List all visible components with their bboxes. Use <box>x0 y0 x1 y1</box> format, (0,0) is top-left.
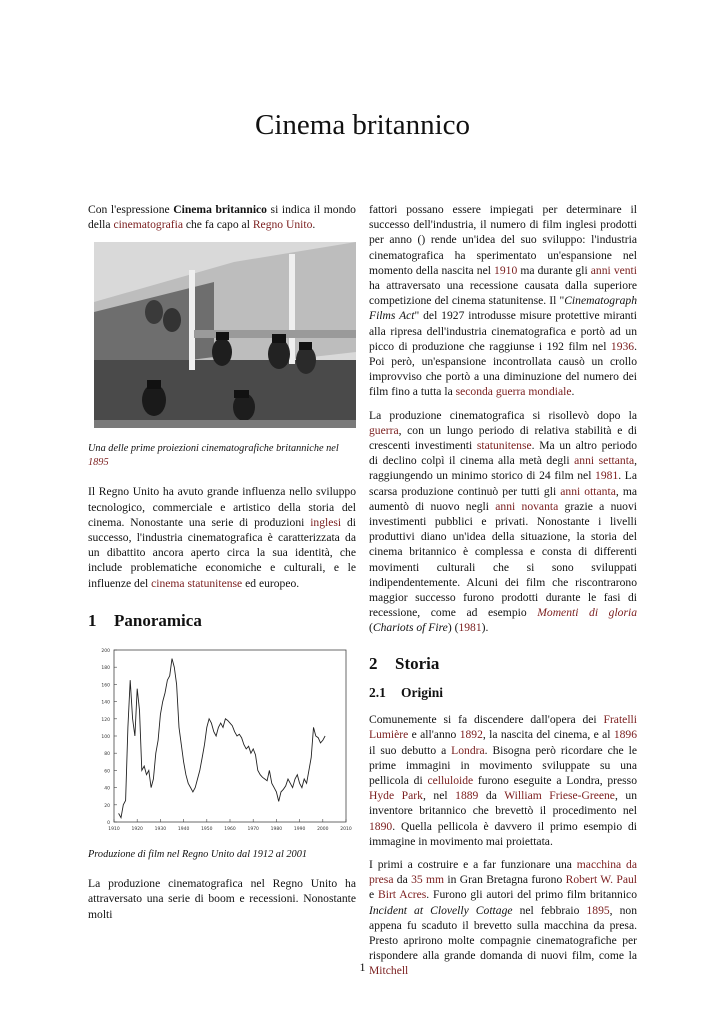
section-heading-panoramica <box>88 610 356 630</box>
figure-caption <box>88 442 356 470</box>
text-run: ). <box>481 621 489 635</box>
production-chart <box>88 642 356 842</box>
x-tick-label: 1920 <box>131 827 143 833</box>
link-1981[interactable]: 1981 <box>595 469 619 483</box>
plot-frame <box>114 650 346 822</box>
section-title: Storia <box>395 653 440 673</box>
text-run: ( <box>369 621 373 635</box>
text-run: furono eseguite a Londra, presso <box>473 773 637 787</box>
y-tick-label: 200 <box>101 649 110 655</box>
link-cinema-statunitense[interactable]: cinema statunitense <box>151 576 243 590</box>
x-tick-label: 1980 <box>270 827 283 833</box>
text-run: grazie a nuovi investimenti pubblici e privati. Nonostante i livelli produttivi diano un'idea della situazione, la storia del cinema britannico è complessa e consta di differenti movimenti culturali che si sono sviluppati indipendentemente. Alcuni dei film che riscontrarono maggior successo furono prodotti durante le fasi di recessione, come ad esempio <box>369 499 637 620</box>
production-chart-svg <box>88 642 356 838</box>
text-run: si indica il mondo della <box>88 203 356 232</box>
link-celluloide[interactable]: celluloide <box>427 773 474 787</box>
text-run: di successo, l'industria cinematografica è caratterizzata da un dibattito ancora aperto circa la sua identità, che include problematiche economiche e culturali, e le influenze del <box>88 515 356 590</box>
link-1896[interactable]: 1896 <box>613 728 637 742</box>
text-run: , raggiungendo un minimo storico di 24 film nel <box>369 454 637 483</box>
text-run: . Ma un altro periodo di declino colpì il cinema alla metà degli <box>369 439 637 468</box>
link-robert-w-paul[interactable]: Robert W. Paul <box>565 873 637 887</box>
x-tick-label: 2010 <box>340 827 352 833</box>
text-run: ) ( <box>447 621 459 635</box>
section-number: 2 <box>369 653 378 673</box>
y-tick-label: 120 <box>101 717 110 723</box>
history-paragraph-2 <box>369 408 637 636</box>
caption-text: Una delle prime proiezioni cinematografiche britanniche nel <box>88 443 339 455</box>
text-run: Il Regno Unito ha avuto grande influenza nello sviluppo tecnologico, commerciale e artistico della storia del cinema. Nonostante una serie di produzioni <box>88 485 356 529</box>
text-run: , con un lungo periodo di relativa stabilità e di crescenti investimenti <box>369 423 637 453</box>
text-run: ha attraversato una recessione causata dalla superiore competizione del cinema statunitense. Il " <box>369 279 637 308</box>
text-run: . <box>312 218 316 232</box>
page-number: 1 <box>359 960 366 974</box>
x-tick-label: 1930 <box>154 827 167 833</box>
y-tick-label: 180 <box>101 666 110 672</box>
text-run: , nel <box>422 789 456 803</box>
x-tick-label: 1950 <box>201 827 213 833</box>
text-run: . Poi però, un'espansione incontrollata causò un crollo improvviso che portò a una diminuzione del numero dei film fino a tutta la <box>369 339 637 399</box>
text-run: . Bisogna però ricordare che le prime immagini in movimento sviluppate su una pellicola di <box>369 743 637 787</box>
text-run: da <box>393 873 412 887</box>
y-tick-label: 0 <box>107 821 110 827</box>
chart-caption: Produzione di film nel Regno Unito dal 1912 al 2001 <box>88 849 307 861</box>
text-run: Con l'espressione <box>88 203 174 216</box>
link-1910[interactable]: 1910 <box>494 263 518 277</box>
text-run: il suo debutto a <box>369 743 452 757</box>
text-run: , non appena fu scaduto il brevetto sulla macchina da presa. Presto aprirono molte compagnie cinematografiche per rispondere alla grande domanda di nuovi film, come la <box>369 903 637 963</box>
left-column <box>88 202 356 930</box>
link-1895-b[interactable]: 1895 <box>586 903 610 917</box>
page-title: Cinema britannico <box>254 109 471 141</box>
link-anni-venti[interactable]: anni venti <box>590 263 637 277</box>
y-tick-label: 20 <box>104 803 110 809</box>
link-guerra[interactable]: guerra <box>369 423 399 437</box>
x-tick-label: 1960 <box>224 827 236 833</box>
subsection-number: 2.1 <box>369 684 386 700</box>
text-run: , la nascita del cinema, e al <box>482 728 614 742</box>
photo-illustration <box>94 242 356 428</box>
x-tick-label: 1990 <box>293 827 306 833</box>
text-run: che fa capo al <box>182 218 253 232</box>
y-tick-label: 80 <box>104 752 110 758</box>
y-tick-label: 40 <box>104 786 110 792</box>
link-1895[interactable]: 1895 <box>88 457 109 469</box>
link-fratelli-lumiere[interactable]: Fratelli Lumière <box>369 713 637 742</box>
italic-title: Cinematograph Films Act <box>369 294 637 323</box>
text-run: in Gran Bretagna furono <box>444 873 566 887</box>
section-number: 1 <box>88 610 97 630</box>
x-tick-label: 1970 <box>247 827 259 833</box>
section-title: Panoramica <box>114 610 202 630</box>
text-run: e all'anno <box>408 728 460 742</box>
subsection-heading-origini <box>369 685 637 700</box>
link-anni-settanta[interactable]: anni settanta <box>574 454 635 468</box>
intro-paragraph <box>88 202 356 232</box>
text-run: . Furono gli autori del primo film britannico <box>426 888 637 902</box>
link-1889[interactable]: 1889 <box>455 789 479 803</box>
link-statunitense[interactable]: statunitense <box>476 439 532 453</box>
text-run: , un inventore britannico che brevettò il procedimento nel <box>369 789 638 818</box>
text-run: , ma aumentò di nuovo negli <box>369 484 637 513</box>
historic-photo-image <box>94 242 356 428</box>
link-anni-ottanta[interactable]: anni ottanta <box>560 484 616 498</box>
italic-title: Chariots of Fire <box>372 621 448 635</box>
italic-title: Incident at Clovelly Cottage <box>369 903 513 917</box>
production-paragraph: La produzione cinematografica nel Regno Unito ha attraversato una serie di boom e recessioni. Nonostante molti <box>88 877 356 921</box>
link-seconda-guerra-mondiale[interactable]: seconda guerra mondiale <box>455 385 572 399</box>
text-run: ma durante gli <box>517 263 591 277</box>
y-tick-label: 100 <box>101 735 110 741</box>
overview-paragraph <box>88 484 356 590</box>
link-mitchell[interactable]: Mitchell <box>369 964 409 978</box>
series-line <box>119 659 326 818</box>
link-birt-acres[interactable]: Birt Acres <box>377 888 427 902</box>
section-heading-storia <box>369 653 637 673</box>
y-tick-label: 60 <box>104 769 110 775</box>
link-1981-b[interactable]: 1981 <box>458 621 482 635</box>
link-regno-unito[interactable]: Regno Unito <box>252 218 313 232</box>
link-momenti-di-gloria[interactable]: Momenti di gloria <box>537 606 637 620</box>
link-inglesi[interactable]: inglesi <box>310 515 342 529</box>
link-1890[interactable]: 1890 <box>369 819 393 833</box>
bold-term: Cinema britannico <box>173 203 267 216</box>
link-1892[interactable]: 1892 <box>459 728 483 742</box>
y-tick-label: 140 <box>101 700 110 706</box>
link-1936[interactable]: 1936 <box>610 339 635 353</box>
history-paragraph-1 <box>369 202 637 400</box>
text-run: . Quella pellicola è davvero il primo esempio di immagine in movimento mai proiettata. <box>369 819 637 848</box>
y-tick-label: 160 <box>101 683 110 689</box>
link-macchina-da-presa[interactable]: macchina da presa <box>369 857 637 887</box>
link-londra[interactable]: Londra <box>451 743 485 757</box>
right-column <box>369 202 637 987</box>
text-run: da <box>478 789 505 803</box>
link-cinematografia[interactable]: cinematografia <box>113 218 183 232</box>
text-run: . La scarsa produzione continuò per tutti gli <box>369 469 637 498</box>
text-run: fattori possano essere impiegati per determinare il successo dell'industria, il numero di film inglesi prodotti per anno () rende un'idea del suo sviluppo: l'industria cinematografica ha sperimentato un'espansione nel momento della nascita nel <box>369 203 637 277</box>
x-tick-label: 1940 <box>177 827 190 833</box>
text-run: . <box>571 385 575 399</box>
text-run: " del 1927 introdusse misure protettive miranti alla ripresa dell'industria cinematografica e portò ad un picco di produzione che raggiunse i 192 film nel <box>369 309 637 353</box>
link-william-friese-greene[interactable]: William Friese-Greene <box>504 789 615 803</box>
text-run: I primi a costruire e a far funzionare una <box>369 857 577 871</box>
origins-paragraph-1 <box>369 712 637 849</box>
x-tick-label: 2000 <box>317 827 329 833</box>
text-run: Comunemente si fa discendere dall'opera dei <box>369 713 604 727</box>
x-tick-label: 1910 <box>108 827 120 833</box>
link-anni-novanta[interactable]: anni novanta <box>495 499 559 513</box>
link-35mm[interactable]: 35 mm <box>411 873 445 887</box>
subsection-title: Origini <box>401 684 444 700</box>
text-run: La produzione cinematografica si risollevò dopo la <box>369 408 637 422</box>
text-run: nel febbraio <box>512 903 587 917</box>
text-run: ed europeo. <box>242 576 300 590</box>
link-hyde-park[interactable]: Hyde Park <box>369 789 423 803</box>
text-run: e <box>369 888 378 902</box>
